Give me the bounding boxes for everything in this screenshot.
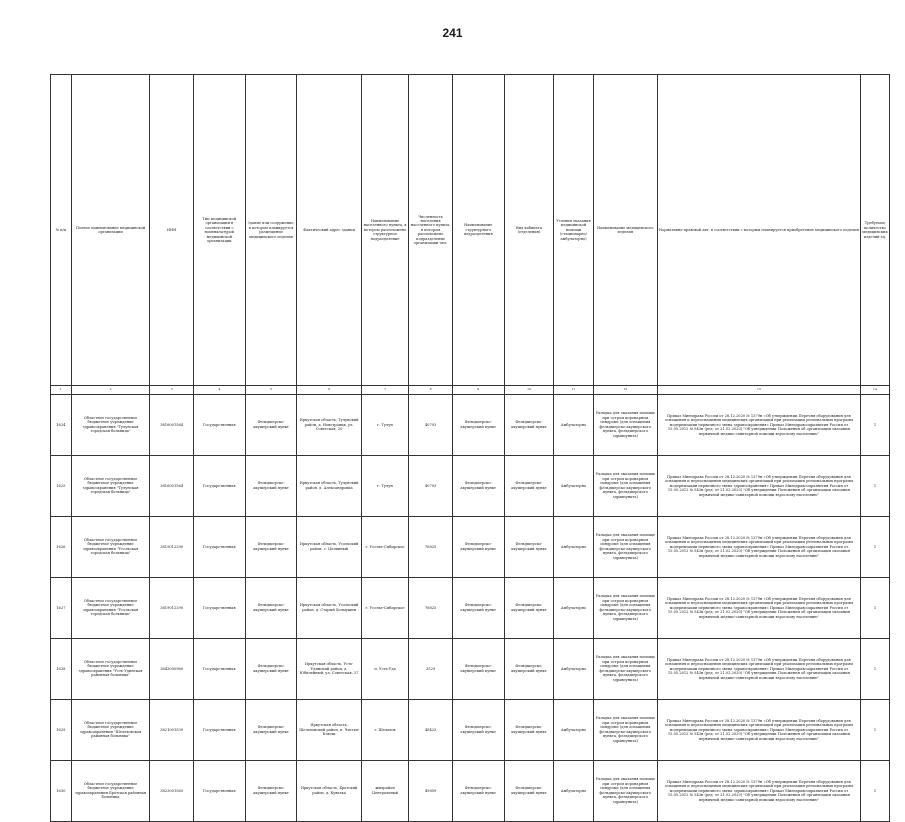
table-cell: Иркутская область, Тулунский район, д. Александровка: [297, 455, 361, 516]
table-cell: 1: [860, 699, 889, 760]
table-cell: Областное государственное бюджетное учреждение здравоохранения "Шелеховская районная больница": [71, 699, 150, 760]
table-cell: г. Тулун: [361, 455, 409, 516]
table-cell: Фельдшерско-акушерский пункт: [504, 516, 554, 577]
table-cell: Амбулаторно: [554, 394, 593, 455]
table-cell: Укладка для оказания помощи при остром коронарном синдроме (для оснащения фельдшерско-акушерского пункта, фельдшерского здравпункта): [593, 516, 657, 577]
table-cell: Амбулаторно: [554, 455, 593, 516]
table-cell: 76825: [409, 577, 453, 638]
table-cell: 1: [860, 638, 889, 699]
table-cell: Областное государственное бюджетное учреждение здравоохранения "Тулунская городская больница": [71, 394, 150, 455]
column-header: Наименование населенного пункта, в котором расположено структурное подразделение: [361, 75, 409, 386]
table-body: [51, 394, 890, 821]
table-cell: 3529: [409, 638, 453, 699]
table-cell: Фельдшерско-акушерский пункт: [504, 394, 554, 455]
table-cell: Фельдшерско-акушерский пункт: [452, 516, 504, 577]
table-cell: г. Тулун: [361, 394, 409, 455]
table-cell: Приказ Минздрава России от 28.12.2020 № 1379н «Об утверждении Перечня оборудования для оснащения и переоснащения медицинских организаций при реализации региональных программ модернизации первичного звена здравоохранения» Приказ Минздравсоцразвития России от 15.05.2012 № 543н (ред. от 21.02.2020) "Об утверждении Положения об организации оказания первичной медико-санитарной помощи взрослому населению": [657, 455, 860, 516]
table-cell: Иркутская область, Усольский район, с. Целинный: [297, 516, 361, 577]
column-number: 8: [409, 386, 453, 395]
table-cell: Амбулаторно: [554, 577, 593, 638]
column-number: 7: [361, 386, 409, 395]
table-cell: Фельдшерско-акушерский пункт: [245, 638, 297, 699]
column-number: 10: [504, 386, 554, 395]
column-header: Наименование медицинского изделия: [593, 75, 657, 386]
column-header: ИНН: [150, 75, 194, 386]
table-cell: Амбулаторно: [554, 760, 593, 821]
table-cell: 3819012290: [150, 577, 194, 638]
table-cell: 3843000960: [150, 638, 194, 699]
table-cell: г. Усолье-Сибирское: [361, 577, 409, 638]
table-cell: Укладка для оказания помощи при остром коронарном синдроме (для оснащения фельдшерско-акушерского пункта, фельдшерского здравпункта): [593, 394, 657, 455]
table-cell: Государственная: [193, 760, 245, 821]
table-cell: Областное государственное бюджетное учреждение здравоохранения "Тулунская городская больница": [71, 455, 150, 516]
table-cell: Фельдшерско-акушерский пункт: [452, 760, 504, 821]
column-number: 9: [452, 386, 504, 395]
column-number: 13: [657, 386, 860, 395]
column-number: 6: [297, 386, 361, 395]
table-row: [51, 699, 890, 760]
table-cell: 1627: [51, 577, 72, 638]
column-header: Вид кабинета (отделения): [504, 75, 554, 386]
table-cell: Амбулаторно: [554, 516, 593, 577]
table-cell: 76825: [409, 516, 453, 577]
column-number: 11: [554, 386, 593, 395]
table-cell: 1: [860, 516, 889, 577]
table-row: [51, 455, 890, 516]
column-header: № п/п: [51, 75, 72, 386]
table-row: [51, 760, 890, 821]
table-cell: 1626: [51, 516, 72, 577]
column-header: Полное наименование медицинской организации: [71, 75, 150, 386]
table-cell: Областное государственное бюджетное учреждение здравоохранения "Усольская городская больница": [71, 516, 150, 577]
column-number: 2: [71, 386, 150, 395]
table-row: [51, 394, 890, 455]
table-cell: Приказ Минздрава России от 28.12.2020 № 1379н «Об утверждении Перечня оборудования для оснащения и переоснащения медицинских организаций при реализации региональных программ модернизации первичного звена здравоохранения» Приказ Минздравсоцразвития России от 15.05.2012 № 543н (ред. от 21.02.2020) "Об утверждении Положения об организации оказания первичной медико-санитарной помощи взрослому населению": [657, 516, 860, 577]
table-cell: Государственная: [193, 638, 245, 699]
table-cell: 1629: [51, 699, 72, 760]
table-cell: Областное государственное бюджетное учреждение здравоохранения Братская районная больница: [71, 760, 150, 821]
table-cell: 1625: [51, 455, 72, 516]
table-cell: Фельдшерско-акушерский пункт: [504, 760, 554, 821]
table-cell: Приказ Минздрава России от 28.12.2020 № 1379н «Об утверждении Перечня оборудования для оснащения и переоснащения медицинских организаций при реализации региональных программ модернизации первичного звена здравоохранения» Приказ Минздравсоцразвития России от 15.05.2012 № 543н (ред. от 21.02.2020) "Об утверждении Положения об организации оказания первичной медико-санитарной помощи взрослому населению": [657, 760, 860, 821]
table-cell: г. Усолье-Сибирское: [361, 516, 409, 577]
equipment-table: [50, 74, 890, 822]
table-cell: 40793: [409, 455, 453, 516]
column-number: 3: [150, 386, 194, 395]
table-row: [51, 638, 890, 699]
table-cell: Приказ Минздрава России от 28.12.2020 № 1379н «Об утверждении Перечня оборудования для оснащения и переоснащения медицинских организаций при реализации региональных программ модернизации первичного звена здравоохранения» Приказ Минздравсоцразвития России от 15.05.2012 № 543н (ред. от 21.02.2020) "Об утверждении Положения об организации оказания первичной медико-санитарной помощи взрослому населению": [657, 699, 860, 760]
table-cell: п. Усть-Уда: [361, 638, 409, 699]
column-header: Численность населения населенного пункта, в котором расположено подразделение организации чел.: [409, 75, 453, 386]
table-cell: Приказ Минздрава России от 28.12.2020 № 1379н «Об утверждении Перечня оборудования для оснащения и переоснащения медицинских организаций при реализации региональных программ модернизации первичного звена здравоохранения» Приказ Минздравсоцразвития России от 15.05.2012 № 543н (ред. от 21.02.2020) "Об утверждении Положения об организации оказания первичной медико-санитарной помощи взрослому населению": [657, 577, 860, 638]
table-cell: Иркутская область, Усольский район, д. Старый Холмушин: [297, 577, 361, 638]
table-cell: Амбулаторно: [554, 699, 593, 760]
column-header: Наименование структурного подразделения: [452, 75, 504, 386]
table-cell: Фельдшерско-акушерский пункт: [245, 516, 297, 577]
table-cell: Фельдшерско-акушерский пункт: [452, 394, 504, 455]
table-cell: Областное государственное бюджетное учреждение здравоохранения "Усть-Удинская районная больница": [71, 638, 150, 699]
table-cell: Фельдшерско-акушерский пункт: [504, 577, 554, 638]
table-cell: Фельдшерско-акушерский пункт: [245, 455, 297, 516]
table-cell: Иркутская область, Братский район, д. Куватка: [297, 760, 361, 821]
table-row: [51, 577, 890, 638]
table-cell: Укладка для оказания помощи при остром коронарном синдроме (для оснащения фельдшерско-акушерского пункта, фельдшерского здравпункта): [593, 455, 657, 516]
table-cell: 3819012290: [150, 516, 194, 577]
table-cell: 1: [860, 577, 889, 638]
table-cell: Амбулаторно: [554, 638, 593, 699]
table-cell: Государственная: [193, 577, 245, 638]
table-cell: Укладка для оказания помощи при остром коронарном синдроме (для оснащения фельдшерско-акушерского пункта, фельдшерского здравпункта): [593, 760, 657, 821]
column-number: 1: [51, 386, 72, 395]
table-cell: Фельдшерско-акушерский пункт: [245, 699, 297, 760]
table-cell: 1: [860, 394, 889, 455]
page-number: 241: [442, 26, 463, 40]
column-header: Нормативно-правовой акт, в соответствии с которым планируется приобретение медицинского изделия: [657, 75, 860, 386]
table-cell: Иркутская область, Усть-Удинский район, д. Юбилейный, ул. Советская, 27: [297, 638, 361, 699]
table-cell: Государственная: [193, 516, 245, 577]
table-cell: Фельдшерско-акушерский пункт: [245, 394, 297, 455]
header-row: [51, 75, 890, 386]
table-cell: 40793: [409, 394, 453, 455]
table-cell: Фельдшерско-акушерский пункт: [452, 699, 504, 760]
table-cell: Областное государственное бюджетное учреждение здравоохранения "Усольская городская больница": [71, 577, 150, 638]
table-cell: 1: [860, 760, 889, 821]
column-header: Здание или сооружение, в котором планируется размещение медицинского изделия: [245, 75, 297, 386]
table-row: [51, 516, 890, 577]
table-cell: 1: [860, 455, 889, 516]
table-cell: Фельдшерско-акушерский пункт: [245, 760, 297, 821]
table-cell: 1628: [51, 638, 72, 699]
table-cell: 48423: [409, 699, 453, 760]
table-cell: Приказ Минздрава России от 28.12.2020 № 1379н «Об утверждении Перечня оборудования для оснащения и переоснащения медицинских организаций при реализации региональных программ модернизации первичного звена здравоохранения» Приказ Минздравсоцразвития России от 15.05.2012 № 543н (ред. от 21.02.2020) "Об утверждении Положения об организации оказания первичной медико-санитарной помощи взрослому населению": [657, 638, 860, 699]
table-cell: Фельдшерско-акушерский пункт: [452, 638, 504, 699]
table-cell: 3816001564: [150, 455, 194, 516]
column-number: 5: [245, 386, 297, 395]
table-cell: Приказ Минздрава России от 28.12.2020 № 1379н «Об утверждении Перечня оборудования для оснащения и переоснащения медицинских организаций при реализации региональных программ модернизации первичного звена здравоохранения» Приказ Минздравсоцразвития России от 15.05.2012 № 543н (ред. от 21.02.2020) "Об утверждении Положения об организации оказания первичной медико-санитарной помощи взрослому населению": [657, 394, 860, 455]
table-cell: 3821001539: [150, 699, 194, 760]
table-cell: 1624: [51, 394, 72, 455]
table-cell: 3816001564: [150, 394, 194, 455]
column-header: Тип медицинской организации в соответствии с номенклатурой медицинской организации: [193, 75, 245, 386]
column-number: 12: [593, 386, 657, 395]
column-number-row: [51, 386, 890, 395]
table-cell: Государственная: [193, 699, 245, 760]
table-cell: Фельдшерско-акушерский пункт: [504, 638, 554, 699]
table-cell: Фельдшерско-акушерский пункт: [452, 455, 504, 516]
table-cell: Государственная: [193, 455, 245, 516]
table-cell: 49859: [409, 760, 453, 821]
table-cell: Фельдшерско-акушерский пункт: [504, 455, 554, 516]
column-header: Фактический адрес здания: [297, 75, 361, 386]
table-cell: Иркутская область, Тулунский район, д. Новотроицк, ул. Советская, 20: [297, 394, 361, 455]
table-cell: Фельдшерско-акушерский пункт: [245, 577, 297, 638]
column-number: 14: [860, 386, 889, 395]
table-cell: Государственная: [193, 394, 245, 455]
table-cell: 1630: [51, 760, 72, 821]
column-header: Требуемое количество медицинских изделий ед.: [860, 75, 889, 386]
table-cell: Укладка для оказания помощи при остром коронарном синдроме (для оснащения фельдшерско-акушерского пункта, фельдшерского здравпункта): [593, 699, 657, 760]
table-cell: Укладка для оказания помощи при остром коронарном синдроме (для оснащения фельдшерско-акушерского пункта, фельдшерского здравпункта): [593, 577, 657, 638]
table-cell: жилрайон Центральный: [361, 760, 409, 821]
column-number: 4: [193, 386, 245, 395]
column-header: Условия оказания медицинской помощи (стационарно/амбулаторно): [554, 75, 593, 386]
table-cell: Фельдшерско-акушерский пункт: [504, 699, 554, 760]
table-cell: Фельдшерско-акушерский пункт: [452, 577, 504, 638]
table-cell: г. Шелехов: [361, 699, 409, 760]
table-cell: Иркутская область, Шелеховский район, п. Чистые Ключи: [297, 699, 361, 760]
table-cell: Укладка для оказания помощи при остром коронарном синдроме (для оснащения фельдшерско-акушерского пункта, фельдшерского здравпункта): [593, 638, 657, 699]
table-cell: 3823001565: [150, 760, 194, 821]
